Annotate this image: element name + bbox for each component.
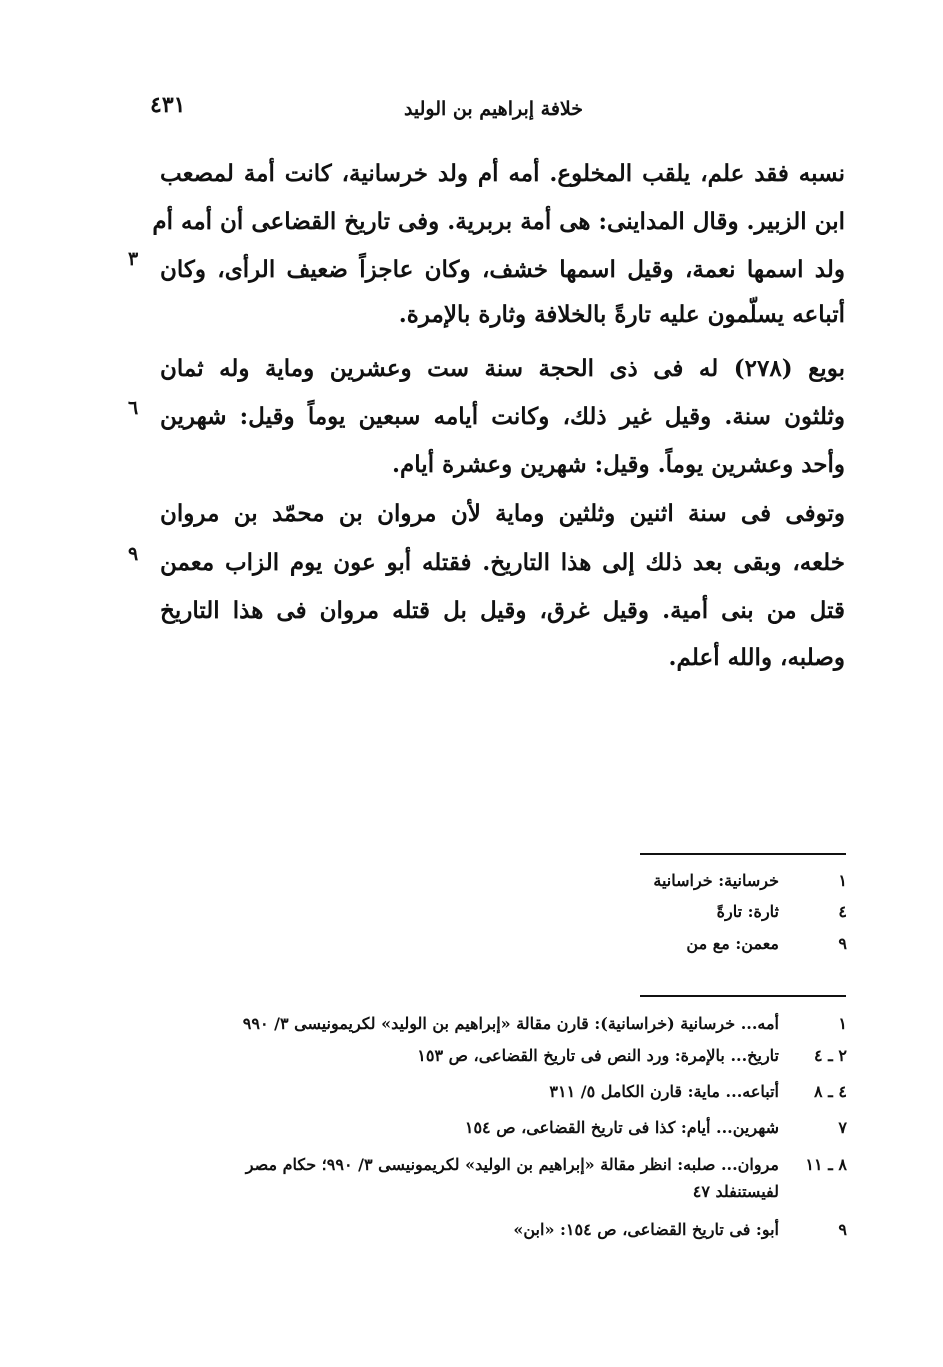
variant-ref: ٤	[838, 902, 847, 921]
margin-line-number: ٣	[128, 248, 139, 270]
note-text: شهرين... أيام: كذا فى تاريخ القضاعى، ص ١٥٤	[464, 1118, 779, 1137]
note-ref: ٧	[838, 1118, 847, 1137]
note-entry	[147, 1115, 847, 1141]
text-line: وأحد وعشرين يوماً. وقيل: شهرين وعشرة أيام.	[392, 451, 845, 478]
note-ref: ٤ ـ ٨	[813, 1082, 847, 1101]
text-line: خلعه، وبقى بعد ذلك إلى هذا التاريخ. فقتله أبو عون يوم الزاب معمن	[160, 549, 845, 576]
note-entry	[147, 1043, 847, 1069]
variant-entry	[147, 868, 847, 894]
note-entry	[147, 1079, 847, 1105]
text-line: وصلبه، والله أعلم.	[668, 644, 845, 671]
variant-ref: ٩	[838, 934, 847, 953]
text-line: وتوفى فى سنة اثنين وثلثين وماية لأن مروان بن محمّد بن مروان	[160, 500, 845, 527]
text-line: قتل من بنى أمية. وقيل غرق، وقيل بل قتله مروان فى هذا التاريخ	[160, 597, 845, 624]
variant-text: ثارة: تارةً	[716, 902, 779, 921]
variant-text: معمن: مع من	[686, 934, 779, 953]
variant-text: خرسانية: خراسانية	[653, 871, 779, 890]
note-entry	[147, 1152, 847, 1178]
note-text: مروان... صلبه: انظر مقالة «إبراهيم بن الوليد» لكريمونيسى ٣/ ٩٩٠؛ حكام مصر	[245, 1155, 779, 1174]
note-text: تاريخ... بالإمرة: ورد النص فى تاريخ القضاعى، ص ١٥٣	[417, 1046, 779, 1065]
note-text: أمه... خرسانية (خراسانية): قارن مقالة «إبراهيم بن الوليد» لكريمونيسى ٣/ ٩٩٠	[242, 1014, 779, 1033]
variant-ref: ١	[838, 871, 847, 890]
note-continuation: لفيستنفلد ٤٧	[692, 1182, 779, 1201]
running-title: خلافة إبراهيم بن الوليد	[403, 98, 583, 120]
note-text: أبو: فى تاريخ القضاعى، ص ١٥٤: «ابن»	[513, 1220, 779, 1239]
text-line: وثلثون سنة. وقيل غير ذلك، وكانت أيامه سبعين يوماً وقيل: شهرين	[160, 403, 845, 430]
text-line: نسبه فقد علم، يلقب المخلوع. أمه أم ولد خرسانية، كانت أمة لمصعب	[160, 160, 845, 187]
note-ref: ١	[838, 1014, 847, 1033]
variant-entry	[147, 931, 847, 957]
note-ref: ٨ ـ ١١	[805, 1155, 847, 1174]
note-entry	[147, 1011, 847, 1037]
margin-line-number: ٩	[128, 543, 139, 565]
text-line: بويع (٢٧٨) له فى ذى الحجة سنة ست وعشرين وماية وله ثمان	[160, 355, 845, 382]
note-entry	[147, 1217, 847, 1243]
margin-line-number: ٦	[128, 397, 139, 419]
variant-entry	[147, 899, 847, 925]
text-line: أتباعه يسلّمون عليه تارةً بالخلافة وثارة بالإمرة.	[398, 301, 845, 328]
note-ref: ٩	[838, 1220, 847, 1239]
text-line: ابن الزبير. وقال المداينى: هى أمة بربرية. وفى تاريخ القضاعى أن أمه أم	[152, 208, 845, 235]
variants-rule	[640, 853, 846, 855]
notes-rule	[640, 995, 846, 997]
note-ref: ٢ ـ ٤	[813, 1046, 847, 1065]
note-text: أتباعه... ماية: قارن الكامل ٥/ ٣١١	[549, 1082, 779, 1101]
page-number: ٤٣١	[150, 92, 186, 118]
text-line: ولد اسمها نعمة، وقيل اسمها خشف، وكان عاجزاً ضعيف الرأى، وكان	[160, 256, 845, 283]
